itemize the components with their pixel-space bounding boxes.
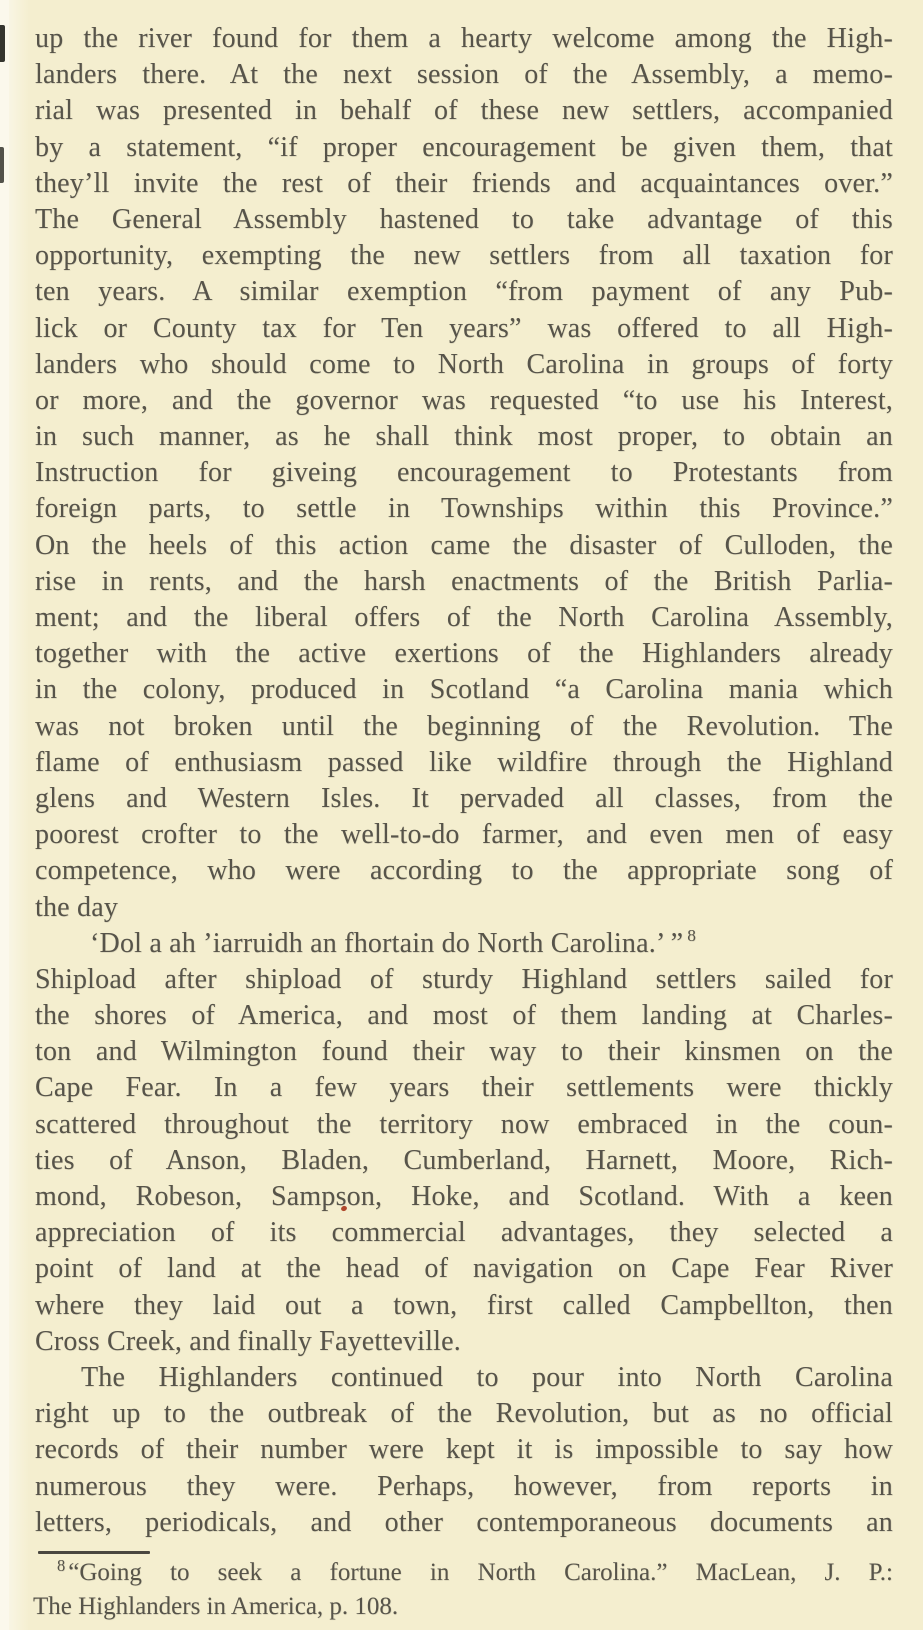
text-line-content: The Highlanders continued to pour into North Carolina: [81, 1361, 893, 1393]
footnote-reference-superscript: 8: [687, 926, 697, 946]
footnote-text: The Highlanders in America, p. 108.: [33, 1592, 399, 1620]
text-line: [35, 93, 893, 129]
text-line-content: records of their number were kept it is impossible to say how: [35, 1434, 893, 1466]
text-line: [35, 926, 893, 962]
scan-artifact-mark: [0, 147, 4, 183]
text-line: [35, 1469, 893, 1505]
text-line-content: mond, Robeson, Sampson, Hoke, and Scotland. With a keen: [35, 1181, 893, 1212]
text-line: [35, 21, 893, 57]
text-line: [35, 564, 893, 600]
text-line: [35, 1143, 893, 1179]
text-line: [35, 1288, 893, 1324]
footnote: [33, 1556, 893, 1623]
text-line-content: in the colony, produced in Scotland “a Carolina mania which: [35, 674, 893, 706]
text-line-content: ton and Wilmington found their way to their kinsmen on the: [35, 1036, 893, 1068]
text-line: [35, 636, 893, 672]
text-line-content: Cape Fear. In a few years their settlements were thickly: [35, 1072, 893, 1104]
text-line: [35, 1251, 893, 1287]
text-line-content: ties of Anson, Bladen, Cumberland, Harnett, Moore, Rich-: [35, 1144, 893, 1176]
text-line-content: the shores of America, and most of them landing at Charles-: [35, 1000, 893, 1032]
text-line: [35, 600, 893, 636]
text-line: [35, 1179, 893, 1215]
footnote-marker: 8: [57, 1555, 66, 1575]
text-line-content: together with the active exertions of the Highlanders already: [35, 638, 893, 670]
text-line: [35, 817, 893, 853]
text-line-content: Shipload after shipload of sturdy Highland settlers sailed for: [35, 963, 893, 995]
text-line: [35, 853, 893, 889]
text-line-content: or more, and the governor was requested “to use his Interest,: [35, 384, 893, 416]
text-line-content: up the river found for them a hearty welcome among the High-: [35, 23, 893, 54]
text-line-content: by a statement, “if proper encouragement be given them, that: [35, 131, 893, 163]
text-line: [35, 781, 893, 817]
text-line-content: Cross Creek, and finally Fayetteville.: [35, 1325, 461, 1357]
text-line-content: landers there. At the next session of the Assembly, a memo-: [35, 59, 893, 91]
footnote-line: [33, 1556, 893, 1590]
text-line: [35, 1396, 893, 1432]
text-line: [35, 311, 893, 347]
text-line-content: right up to the outbreak of the Revolution, but as no official: [35, 1398, 893, 1430]
text-line: [35, 1107, 893, 1143]
text-line-content: point of land at the head of navigation on Cape Fear River: [35, 1253, 893, 1285]
scan-artifact-mark: [0, 25, 5, 62]
text-line: [35, 130, 893, 166]
footnote-line: [33, 1590, 893, 1624]
text-line-content: ‘Dol a ah ’iarruidh an fhortain do North Carolina.’ ”: [90, 927, 684, 959]
text-line-content: competence, who were according to the appropriate song of: [35, 855, 893, 887]
text-line-content: Instruction for giveing encouragement to Protestants from: [35, 457, 893, 489]
text-line-content: was not broken until the beginning of the Revolution. The: [35, 710, 893, 742]
text-line: [35, 57, 893, 93]
text-line: [35, 998, 893, 1034]
text-line: [35, 238, 893, 274]
text-line-content: flame of enthusiasm passed like wildfire through the Highland: [35, 746, 893, 778]
text-line: [35, 1070, 893, 1106]
text-line: [35, 1505, 893, 1541]
footnote-rule: [38, 1551, 150, 1554]
text-line: [35, 1360, 893, 1396]
text-line: [35, 419, 893, 455]
text-line-content: rise in rents, and the harsh enactments of the British Parlia-: [35, 565, 893, 597]
text-line: [35, 166, 893, 202]
text-line-content: foreign parts, to settle in Townships within this Province.”: [35, 493, 893, 525]
text-line: [35, 202, 893, 238]
text-line: [35, 745, 893, 781]
text-line: [35, 383, 893, 419]
text-line-content: opportunity, exempting the new settlers from all taxation for: [35, 240, 893, 272]
text-line-content: letters, periodicals, and other contemporaneous documents an: [35, 1506, 893, 1538]
text-line-content: the day: [35, 891, 119, 923]
text-line: [35, 491, 893, 527]
text-line: [35, 1215, 893, 1251]
text-line: [35, 274, 893, 310]
text-line: [35, 455, 893, 491]
text-line-content: ment; and the liberal offers of the North Carolina Assembly,: [35, 602, 893, 633]
text-line: [35, 528, 893, 564]
text-line-content: they’ll invite the rest of their friends and acquaintances over.”: [35, 167, 893, 199]
text-line-content: appreciation of its commercial advantages, they selected a: [35, 1217, 893, 1249]
text-line-content: scattered throughout the territory now embraced in the coun-: [35, 1108, 893, 1140]
text-line-content: landers who should come to North Carolina in groups of forty: [35, 348, 893, 380]
text-line-content: The General Assembly hastened to take advantage of this: [35, 203, 893, 235]
text-line: [35, 1324, 893, 1360]
text-line: [35, 1432, 893, 1468]
text-line-content: lick or County tax for Ten years” was offered to all High-: [35, 312, 893, 344]
text-line-content: ten years. A similar exemption “from payment of any Pub-: [35, 276, 893, 308]
text-line-content: numerous they were. Perhaps, however, from reports in: [35, 1470, 893, 1502]
text-line-content: where they laid out a town, first called Campbellton, then: [35, 1289, 893, 1321]
text-line: [35, 672, 893, 708]
text-line-content: in such manner, as he shall think most proper, to obtain an: [35, 421, 893, 453]
text-line-content: poorest crofter to the well-to-do farmer, and even men of easy: [35, 819, 893, 851]
footnote-text: “Going to seek a fortune in North Carolina.” MacLean, J. P.:: [68, 1559, 893, 1586]
text-line: [35, 709, 893, 745]
page-text: [35, 21, 893, 1541]
text-line: [35, 347, 893, 383]
text-line: [35, 1034, 893, 1070]
text-line: [35, 890, 893, 926]
scan-paper-edge: [0, 0, 9, 1630]
text-line-content: rial was presented in behalf of these new settlers, accompanied: [35, 95, 893, 127]
text-line-content: On the heels of this action came the disaster of Culloden, the: [35, 529, 893, 561]
text-line-content: glens and Western Isles. It pervaded all classes, from the: [35, 782, 893, 814]
text-line: [35, 962, 893, 998]
